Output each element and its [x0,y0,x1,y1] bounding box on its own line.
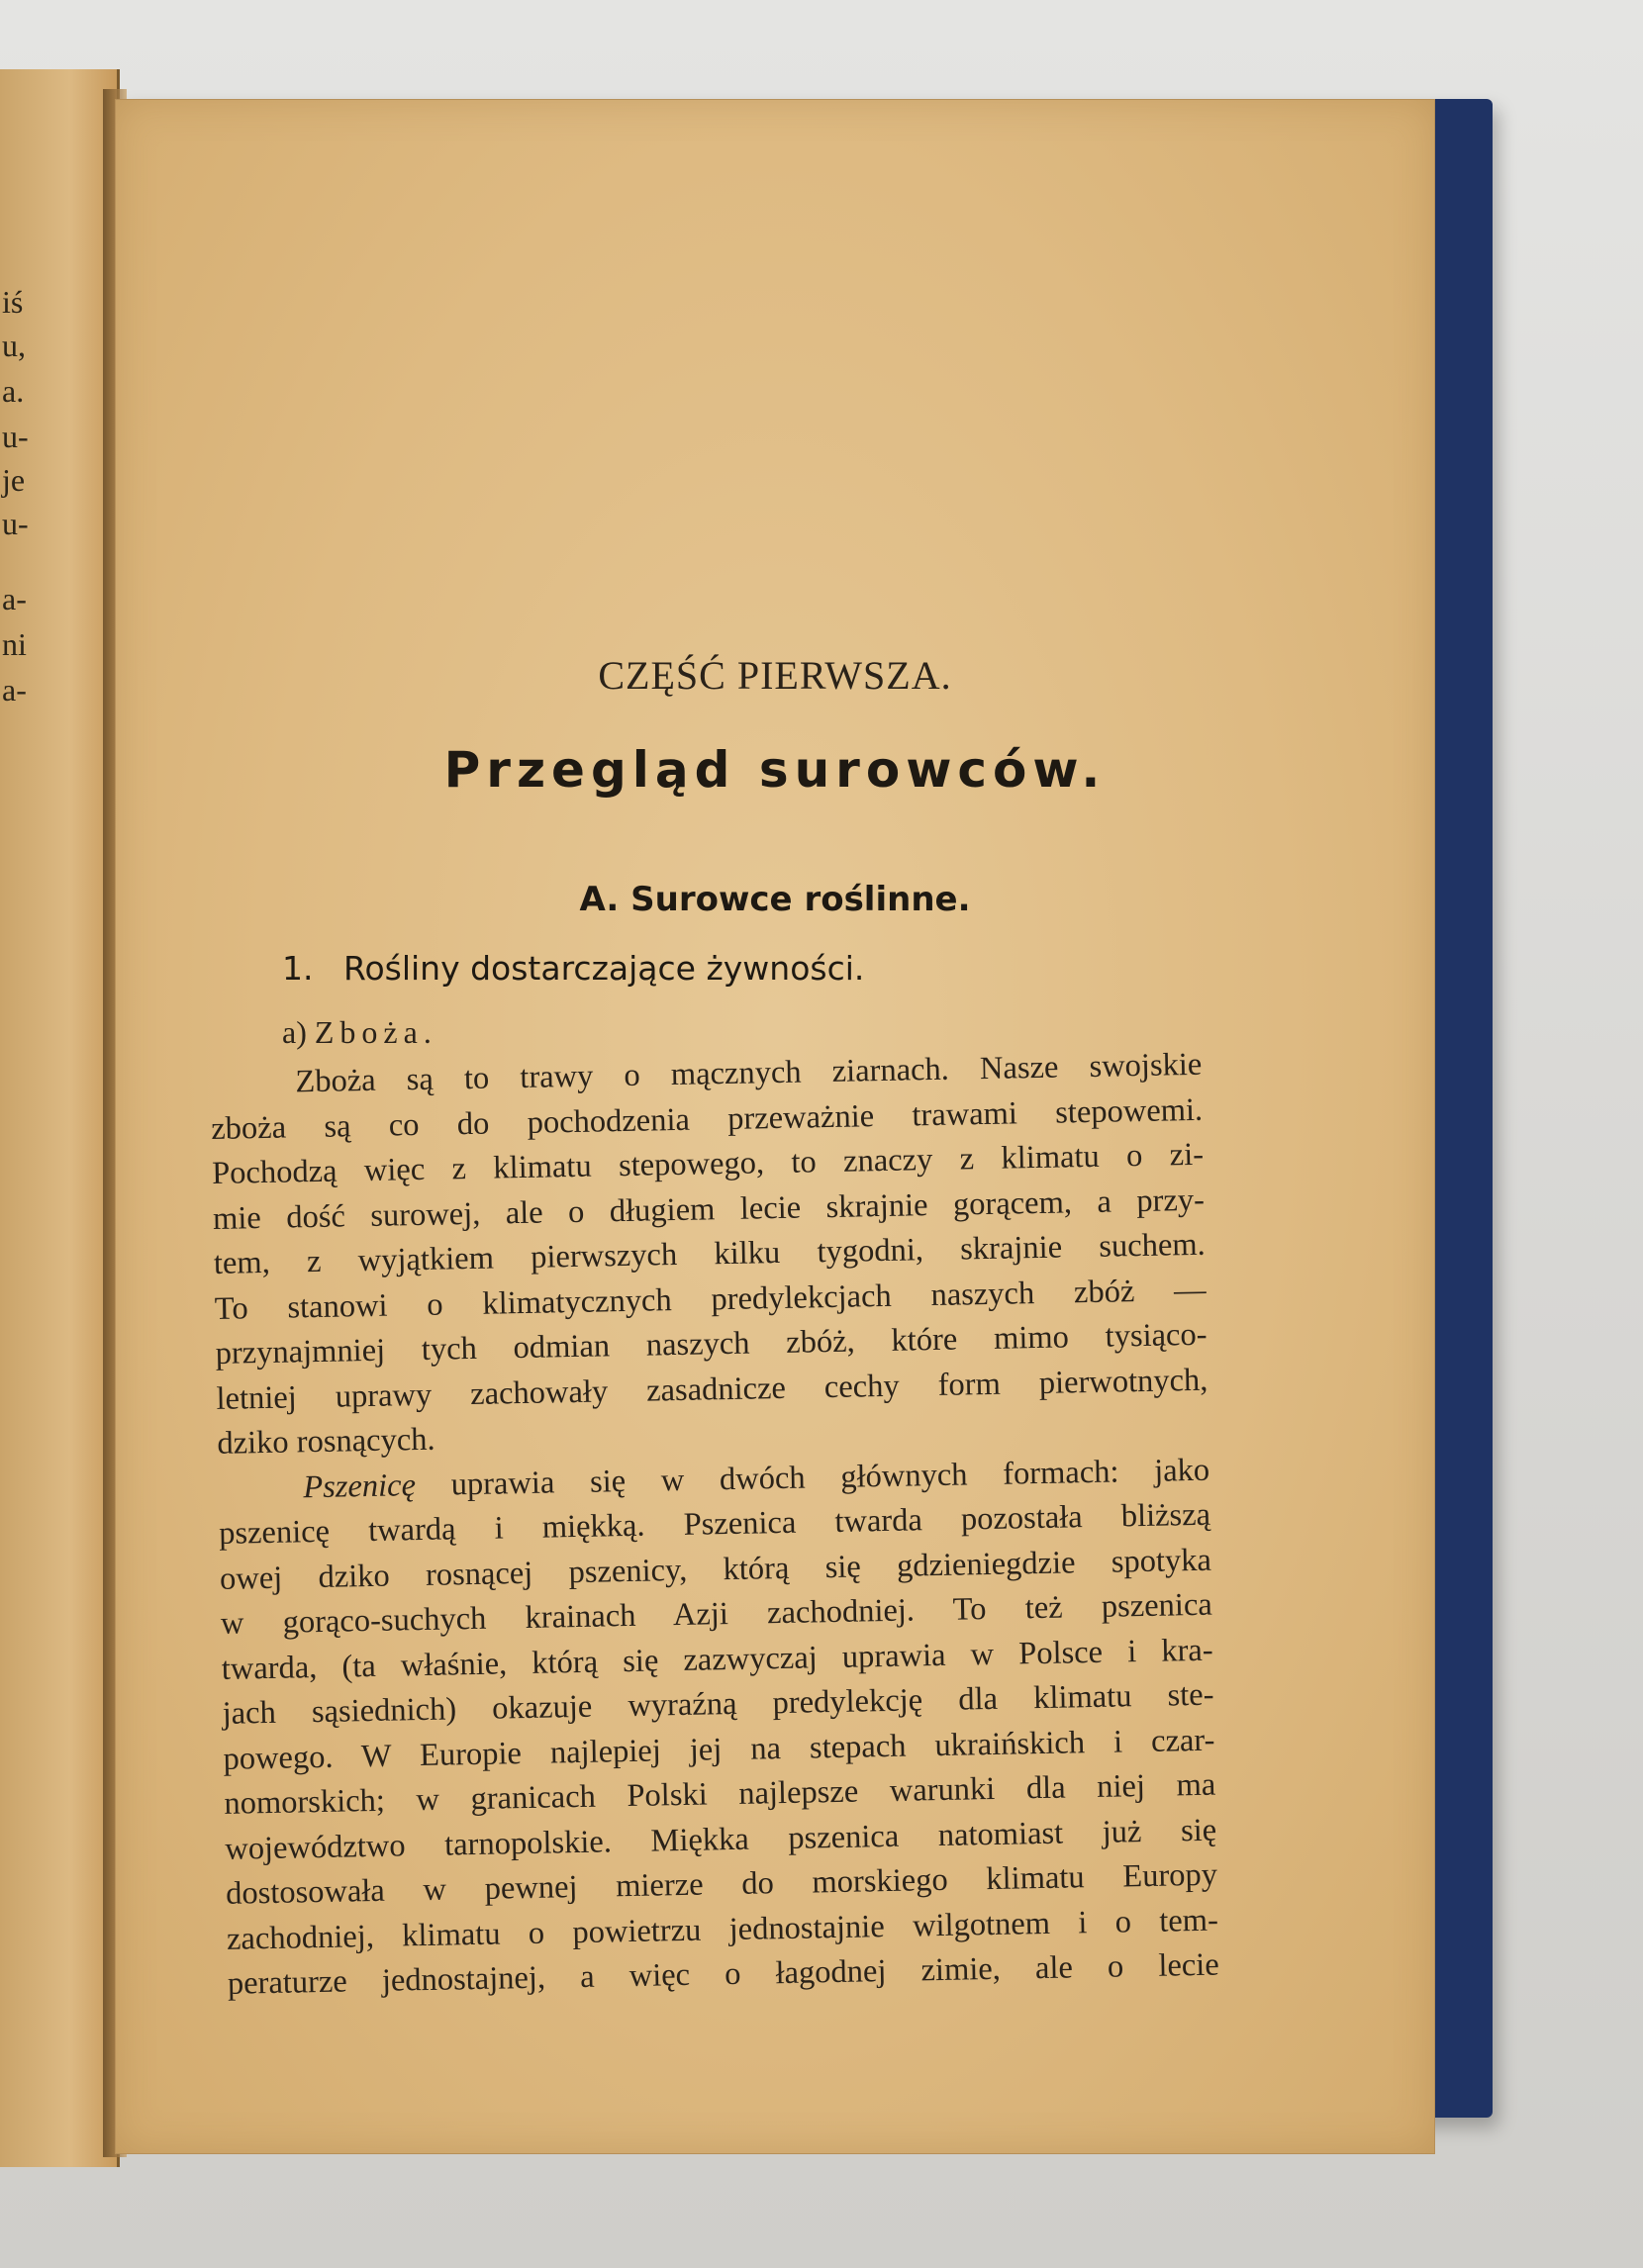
text-line: województwo tarnopolskie. Miękka pszenica natomiast już się [224,1812,1217,1867]
subsection-number: 1. [282,949,314,988]
emphasized-term: Pszenicę [302,1466,417,1505]
text-line: Pochodzą więc z klimatu stepowego, to znaczy z klimatu o zi- [211,1136,1205,1191]
left-page-fragment: je [2,462,26,498]
left-page-fragment: ni [2,626,27,662]
subsection-title: Rośliny dostarczające żywności. [343,949,865,988]
text-line: przynajmniej tych odmian naszych zbóż, które mimo tysiąco- [215,1316,1208,1371]
text-line: nomorskich; w granicach Polski najlepsze warunki dla niej ma [224,1766,1216,1822]
subsubsection-marker: a) [282,1014,307,1050]
text-line: owej dziko rosnącej pszenicy, którą się gdzieniegdzie spotyka [219,1542,1212,1597]
left-page-fragment: a. [2,373,25,409]
text-line: dostosowała w pewnej mierze do morskiego klimatu Europy [225,1856,1218,1912]
part-heading: CZĘŚĆ PIERWSZA. [598,653,952,698]
left-page-fragment: u- [2,419,29,454]
text-line: To stanowi o klimatycznych predylekcjach naszych zbóż — [214,1272,1207,1327]
text-line: Zboża są to trawy o mącznych ziarnach. Nasze swojskie [295,1046,1203,1100]
text-line: zachodniej, klimatu o powietrzu jednostajnie wilgotnem i o tem- [226,1902,1219,1957]
text-line: pszenicę twardą i miękką. Pszenica twarda pozostała bliższą [218,1496,1211,1552]
text-line: letniej uprawy zachowały zasadnicze cechy form pierwotnych, [216,1362,1208,1417]
left-page-edge [0,69,120,2167]
book-page [115,99,1435,2154]
page-title: Przegląd surowców. [443,741,1107,799]
text-line: w gorąco-suchych krainach Azji zachodniej. To też pszenica [220,1586,1213,1642]
text-line: powego. W Europie najlepiej jej na stepach ukraińskich i czar- [223,1722,1215,1777]
text-line: tem, z wyjątkiem pierwszych kilku tygodni, skrajnie suchem. [213,1226,1207,1281]
left-page-fragment: a- [2,672,27,708]
subsubsection-heading [282,1014,437,1051]
text-line: mie dość surowej, ale o długiem lecie skrajnie gorącem, a przy- [212,1181,1206,1237]
text-line-rest: uprawia się w dwóch głównych formach: jako [415,1452,1210,1503]
left-page-fragment: a- [2,581,27,616]
body-text [210,1043,1219,2008]
text-line: zboża są co do pochodzenia przeważnie trawami stepowemi. [210,1091,1204,1147]
text-line: jach sąsiednich) okazuje wyraźną predylekcję dla klimatu ste- [222,1676,1214,1732]
left-page-fragment: u, [2,328,26,363]
subsubsection-title: Zboża. [314,1014,437,1050]
text-line: dziko rosnących. [217,1421,435,1462]
text-line: twarda, (ta właśnie, którą się zazwyczaj uprawia w Polsce i kra- [221,1632,1213,1687]
left-page-fragment: iś [2,284,24,320]
text-line: peraturze jednostajnej, a więc o łagodnej zimie, ale o lecie [227,1946,1220,2002]
left-page-fragment: u- [2,506,29,541]
section-heading: A. Surowce roślinne. [579,880,971,919]
subsection-heading [282,949,864,988]
